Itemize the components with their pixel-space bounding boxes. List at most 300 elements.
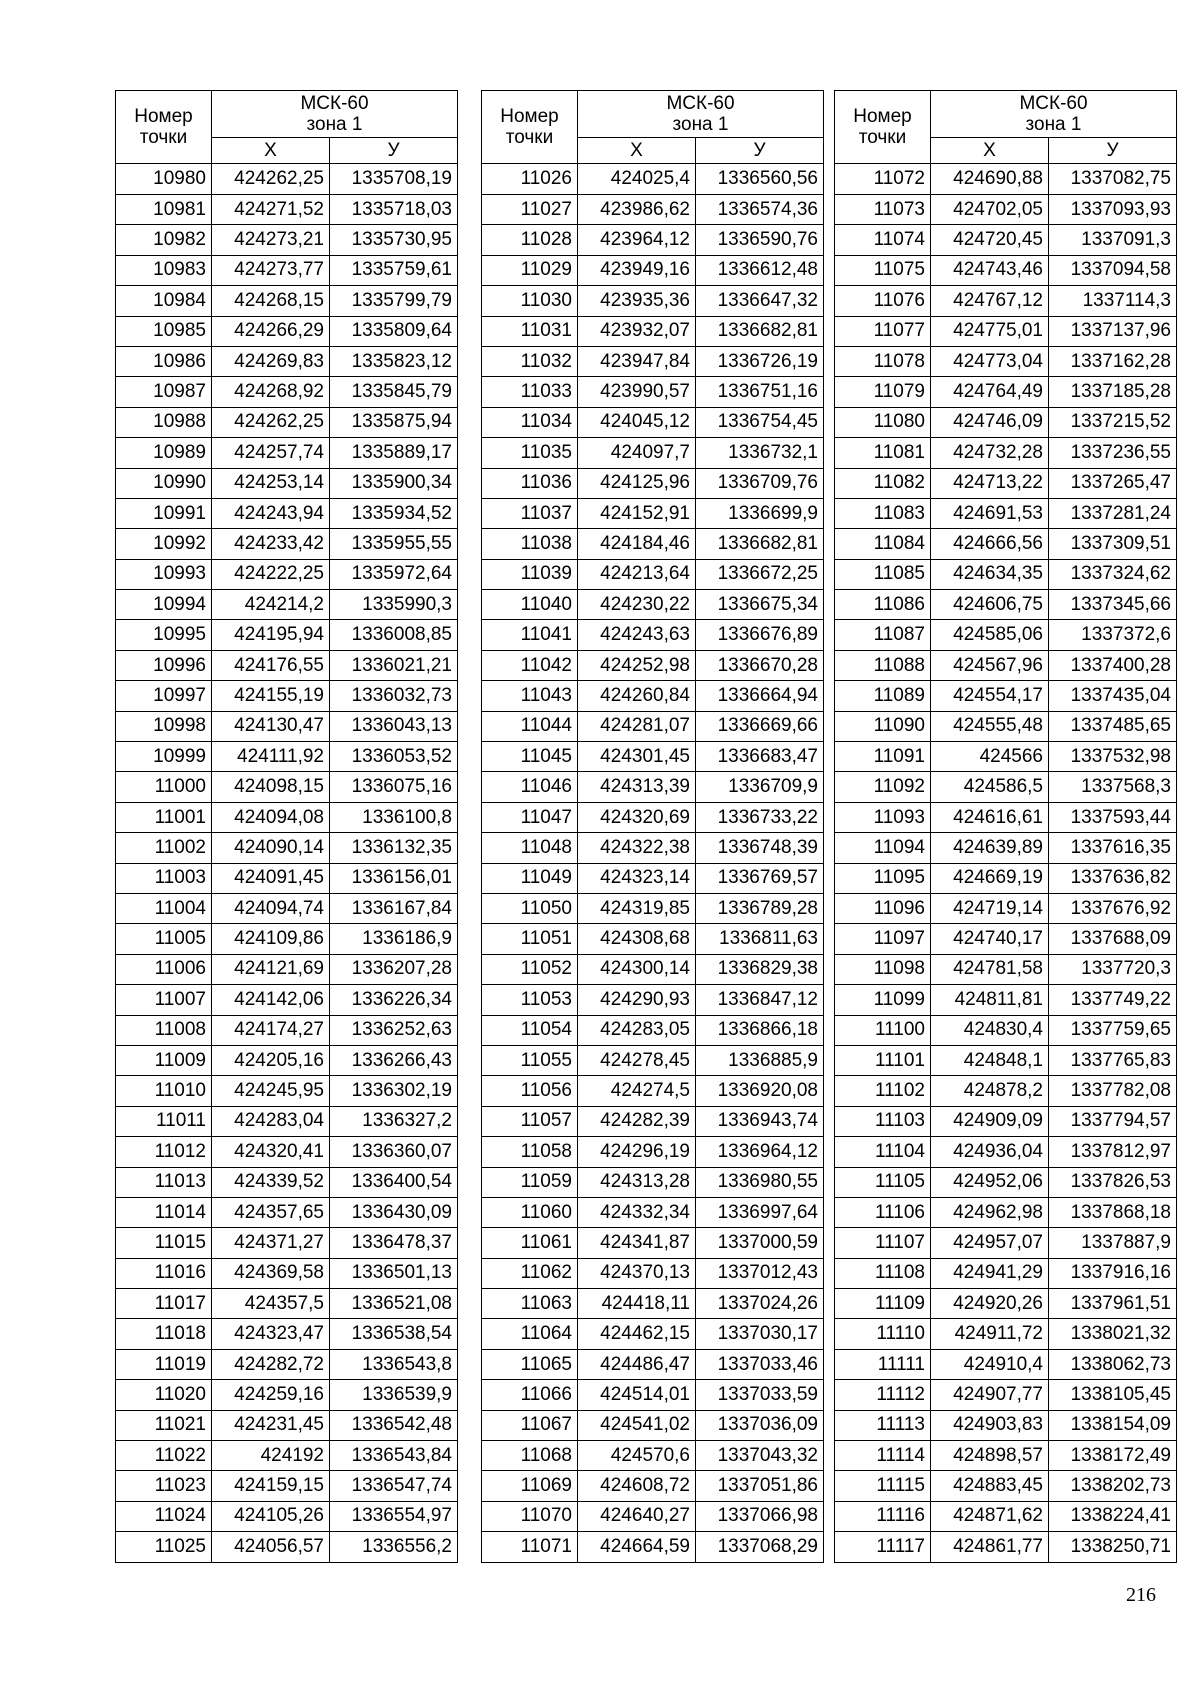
table-row [835, 377, 1177, 407]
point-number-cell: 11044 [482, 711, 578, 741]
table-row [482, 833, 824, 863]
y-coordinate-cell: 1337868,18 [1049, 1197, 1177, 1227]
table-row [482, 1015, 824, 1045]
x-coordinate-cell: 424282,72 [212, 1349, 330, 1379]
x-coordinate-cell: 424920,26 [931, 1289, 1049, 1319]
x-coordinate-cell: 424174,27 [212, 1015, 330, 1045]
y-coordinate-cell: 1337826,53 [1049, 1167, 1177, 1197]
point-number-cell: 11037 [482, 498, 578, 528]
point-number-cell: 11018 [116, 1319, 212, 1349]
y-coordinate-cell: 1336964,12 [696, 1137, 824, 1167]
x-coordinate-cell: 424322,38 [578, 833, 696, 863]
point-number-cell: 11075 [835, 255, 931, 285]
x-coordinate-cell: 424257,74 [212, 438, 330, 468]
y-coordinate-cell: 1335934,52 [330, 498, 458, 528]
table-row [835, 590, 1177, 620]
y-coordinate-cell: 1336829,38 [696, 954, 824, 984]
point-number-cell: 11085 [835, 559, 931, 589]
x-coordinate-cell: 424282,39 [578, 1106, 696, 1136]
table-body [116, 164, 458, 1563]
table-row [116, 802, 458, 832]
table-row [835, 468, 1177, 498]
point-number-cell: 10997 [116, 681, 212, 711]
table-row [116, 407, 458, 437]
point-number-cell: 11040 [482, 590, 578, 620]
x-coordinate-cell: 424606,75 [931, 590, 1049, 620]
x-coordinate-cell: 424339,52 [212, 1167, 330, 1197]
x-coordinate-cell: 424666,56 [931, 529, 1049, 559]
x-coordinate-cell: 424883,45 [931, 1471, 1049, 1501]
point-number-cell: 11012 [116, 1137, 212, 1167]
y-coordinate-cell: 1336478,37 [330, 1228, 458, 1258]
table-row [482, 742, 824, 772]
x-coordinate-cell: 424231,45 [212, 1410, 330, 1440]
point-number-cell: 11028 [482, 225, 578, 255]
point-number-cell: 11043 [482, 681, 578, 711]
y-coordinate-cell: 1336675,34 [696, 590, 824, 620]
y-coordinate-cell: 1337812,97 [1049, 1137, 1177, 1167]
point-number-cell: 11089 [835, 681, 931, 711]
x-coordinate-cell: 424341,87 [578, 1228, 696, 1258]
x-coordinate-cell: 424097,7 [578, 438, 696, 468]
y-coordinate-cell: 1336556,2 [330, 1532, 458, 1562]
point-number-cell: 11077 [835, 316, 931, 346]
point-number-cell: 11027 [482, 195, 578, 225]
y-coordinate-cell: 1337400,28 [1049, 650, 1177, 680]
y-coordinate-cell: 1336560,56 [696, 164, 824, 195]
coordinates-table-3 [834, 90, 1177, 1563]
point-number-cell: 10985 [116, 316, 212, 346]
y-coordinate-cell: 1337593,44 [1049, 802, 1177, 832]
y-coordinate-cell: 1336709,76 [696, 468, 824, 498]
y-coordinate-cell: 1335990,3 [330, 590, 458, 620]
point-number-cell: 11090 [835, 711, 931, 741]
x-coordinate-cell: 424253,14 [212, 468, 330, 498]
point-number-cell: 10982 [116, 225, 212, 255]
point-number-cell: 11069 [482, 1471, 578, 1501]
table-row [835, 1167, 1177, 1197]
y-coordinate-cell: 1337033,46 [696, 1349, 824, 1379]
y-coordinate-cell: 1336186,9 [330, 924, 458, 954]
y-coordinate-cell: 1336732,1 [696, 438, 824, 468]
point-number-cell: 11070 [482, 1501, 578, 1531]
table-row [835, 1501, 1177, 1531]
y-coordinate-cell: 1336430,09 [330, 1197, 458, 1227]
x-coordinate-cell: 423935,36 [578, 286, 696, 316]
point-number-cell: 10983 [116, 255, 212, 285]
table-row [482, 195, 824, 225]
point-number-cell: 11101 [835, 1045, 931, 1075]
y-coordinate-cell: 1335845,79 [330, 377, 458, 407]
point-number-cell: 11116 [835, 1501, 931, 1531]
y-coordinate-cell: 1336032,73 [330, 681, 458, 711]
table-row [835, 1410, 1177, 1440]
point-number-cell: 11008 [116, 1015, 212, 1045]
point-number-cell: 11025 [116, 1532, 212, 1562]
y-coordinate-cell: 1337051,86 [696, 1471, 824, 1501]
point-number-cell: 11099 [835, 985, 931, 1015]
table-row [835, 559, 1177, 589]
y-coordinate-cell: 1336226,34 [330, 985, 458, 1015]
table-row [116, 1410, 458, 1440]
y-header: У [330, 138, 458, 164]
table-row [116, 1501, 458, 1531]
table-row [482, 590, 824, 620]
x-coordinate-cell: 424274,5 [578, 1076, 696, 1106]
y-coordinate-cell: 1337676,92 [1049, 893, 1177, 923]
x-coordinate-cell: 424283,04 [212, 1106, 330, 1136]
x-coordinate-cell: 424567,96 [931, 650, 1049, 680]
table-row [482, 225, 824, 255]
point-number-cell: 10996 [116, 650, 212, 680]
y-coordinate-cell: 1335799,79 [330, 286, 458, 316]
y-coordinate-cell: 1336554,97 [330, 1501, 458, 1531]
x-coordinate-cell: 424952,06 [931, 1167, 1049, 1197]
point-number-cell: 11048 [482, 833, 578, 863]
table-row [835, 1228, 1177, 1258]
y-coordinate-cell: 1336943,74 [696, 1106, 824, 1136]
point-number-cell: 11103 [835, 1106, 931, 1136]
point-number-cell: 11065 [482, 1349, 578, 1379]
table-row [482, 1501, 824, 1531]
x-coordinate-cell: 424903,83 [931, 1410, 1049, 1440]
table-row [116, 559, 458, 589]
table-row [835, 529, 1177, 559]
y-coordinate-cell: 1337345,66 [1049, 590, 1177, 620]
point-number-cell: 11084 [835, 529, 931, 559]
point-number-cell: 11051 [482, 924, 578, 954]
x-coordinate-cell: 424245,95 [212, 1076, 330, 1106]
page-number: 216 [1126, 1584, 1156, 1606]
table-row [482, 1258, 824, 1288]
table-row [482, 316, 824, 346]
y-coordinate-cell: 1337794,57 [1049, 1106, 1177, 1136]
point-number-cell: 11106 [835, 1197, 931, 1227]
point-number-cell: 11104 [835, 1137, 931, 1167]
table-row [835, 1258, 1177, 1288]
x-coordinate-cell: 424566 [931, 742, 1049, 772]
table-row [116, 1167, 458, 1197]
point-number-cell: 11109 [835, 1289, 931, 1319]
y-coordinate-cell: 1337887,9 [1049, 1228, 1177, 1258]
point-number-cell: 10999 [116, 742, 212, 772]
y-coordinate-cell: 1336021,21 [330, 650, 458, 680]
x-coordinate-cell: 424830,4 [931, 1015, 1049, 1045]
y-coordinate-cell: 1337082,75 [1049, 164, 1177, 195]
y-coordinate-cell: 1336748,39 [696, 833, 824, 863]
table-row [116, 742, 458, 772]
table-row [116, 863, 458, 893]
table-row [116, 1137, 458, 1167]
x-coordinate-cell: 424278,45 [578, 1045, 696, 1075]
point-number-cell: 11038 [482, 529, 578, 559]
table-row [835, 1137, 1177, 1167]
y-coordinate-cell: 1336043,13 [330, 711, 458, 741]
y-coordinate-cell: 1337720,3 [1049, 954, 1177, 984]
y-coordinate-cell: 1337532,98 [1049, 742, 1177, 772]
point-number-cell: 11112 [835, 1380, 931, 1410]
y-coordinate-cell: 1337043,32 [696, 1441, 824, 1471]
table-row [482, 529, 824, 559]
table-row [116, 1045, 458, 1075]
x-coordinate-cell: 424125,96 [578, 468, 696, 498]
table-row [116, 954, 458, 984]
point-number-cell: 11032 [482, 346, 578, 376]
point-number-cell: 11067 [482, 1410, 578, 1440]
table-row [482, 1319, 824, 1349]
table-row [482, 1197, 824, 1227]
x-coordinate-cell: 424301,45 [578, 742, 696, 772]
x-header: Х [578, 138, 696, 164]
point-number-cell: 11046 [482, 772, 578, 802]
y-coordinate-cell: 1338250,71 [1049, 1532, 1177, 1562]
coordinate-system-header: МСК-60 зона 1 [578, 91, 824, 138]
x-coordinate-cell: 424111,92 [212, 742, 330, 772]
x-coordinate-cell: 424268,15 [212, 286, 330, 316]
point-number-cell: 11001 [116, 802, 212, 832]
point-number-cell: 11006 [116, 954, 212, 984]
y-coordinate-cell: 1336302,19 [330, 1076, 458, 1106]
table-row [835, 681, 1177, 711]
x-coordinate-cell: 424713,22 [931, 468, 1049, 498]
y-coordinate-cell: 1336543,8 [330, 1349, 458, 1379]
table-row [835, 498, 1177, 528]
x-coordinate-cell: 424313,39 [578, 772, 696, 802]
x-coordinate-cell: 424213,64 [578, 559, 696, 589]
point-number-cell: 10990 [116, 468, 212, 498]
x-coordinate-cell: 424691,53 [931, 498, 1049, 528]
table-row [116, 195, 458, 225]
y-coordinate-cell: 1336670,28 [696, 650, 824, 680]
y-coordinate-cell: 1336847,12 [696, 985, 824, 1015]
point-number-cell: 11100 [835, 1015, 931, 1045]
point-number-cell: 10987 [116, 377, 212, 407]
point-number-cell: 11107 [835, 1228, 931, 1258]
table-row [116, 164, 458, 195]
table-row [482, 772, 824, 802]
y-coordinate-cell: 1337094,58 [1049, 255, 1177, 285]
point-number-cell: 10991 [116, 498, 212, 528]
x-coordinate-cell: 424371,27 [212, 1228, 330, 1258]
x-coordinate-cell: 424271,52 [212, 195, 330, 225]
point-number-cell: 11076 [835, 286, 931, 316]
y-coordinate-cell: 1338105,45 [1049, 1380, 1177, 1410]
table-row [116, 529, 458, 559]
point-number-cell: 11029 [482, 255, 578, 285]
table-row [482, 893, 824, 923]
point-number-cell: 11074 [835, 225, 931, 255]
table-row [482, 377, 824, 407]
x-coordinate-cell: 424669,19 [931, 863, 1049, 893]
x-coordinate-cell: 424898,57 [931, 1441, 1049, 1471]
x-coordinate-cell: 424775,01 [931, 316, 1049, 346]
point-number-cell: 11026 [482, 164, 578, 195]
y-coordinate-cell: 1336400,54 [330, 1167, 458, 1197]
table-row [116, 346, 458, 376]
y-coordinate-cell: 1336590,76 [696, 225, 824, 255]
table-row [482, 1167, 824, 1197]
y-coordinate-cell: 1336521,08 [330, 1289, 458, 1319]
y-coordinate-cell: 1336100,8 [330, 802, 458, 832]
y-coordinate-cell: 1337485,65 [1049, 711, 1177, 741]
table-row [482, 346, 824, 376]
x-coordinate-cell: 424462,15 [578, 1319, 696, 1349]
x-coordinate-cell: 424640,27 [578, 1501, 696, 1531]
x-coordinate-cell: 423949,16 [578, 255, 696, 285]
table-row [116, 924, 458, 954]
y-coordinate-cell: 1336647,32 [696, 286, 824, 316]
x-coordinate-cell: 424260,84 [578, 681, 696, 711]
x-coordinate-cell: 424184,46 [578, 529, 696, 559]
table-row [835, 650, 1177, 680]
y-coordinate-cell: 1335823,12 [330, 346, 458, 376]
point-number-cell: 10994 [116, 590, 212, 620]
table-row [482, 1441, 824, 1471]
point-number-cell: 11050 [482, 893, 578, 923]
table-row [835, 255, 1177, 285]
x-coordinate-cell: 423932,07 [578, 316, 696, 346]
y-coordinate-cell: 1336252,63 [330, 1015, 458, 1045]
point-number-cell: 11071 [482, 1532, 578, 1562]
point-number-cell: 11117 [835, 1532, 931, 1562]
point-number-cell: 11111 [835, 1349, 931, 1379]
table-row [835, 833, 1177, 863]
table-row [835, 164, 1177, 195]
x-coordinate-cell: 424243,63 [578, 620, 696, 650]
point-number-cell: 11005 [116, 924, 212, 954]
table-row [482, 468, 824, 498]
x-coordinate-cell: 424639,89 [931, 833, 1049, 863]
x-coordinate-cell: 424281,07 [578, 711, 696, 741]
y-coordinate-cell: 1336538,54 [330, 1319, 458, 1349]
point-number-cell: 11015 [116, 1228, 212, 1258]
table-row [835, 742, 1177, 772]
y-coordinate-cell: 1335972,64 [330, 559, 458, 589]
x-coordinate-cell: 424664,59 [578, 1532, 696, 1562]
y-coordinate-cell: 1335809,64 [330, 316, 458, 346]
y-coordinate-cell: 1335759,61 [330, 255, 458, 285]
table-row [116, 681, 458, 711]
point-number-cell: 11082 [835, 468, 931, 498]
table-row [116, 893, 458, 923]
point-number-cell: 11013 [116, 1167, 212, 1197]
x-coordinate-cell: 424634,35 [931, 559, 1049, 589]
table-row [482, 498, 824, 528]
y-coordinate-cell: 1337636,82 [1049, 863, 1177, 893]
x-coordinate-cell: 424214,2 [212, 590, 330, 620]
y-coordinate-cell: 1335718,03 [330, 195, 458, 225]
table-row [116, 711, 458, 741]
y-coordinate-cell: 1338172,49 [1049, 1441, 1177, 1471]
point-number-cell: 11036 [482, 468, 578, 498]
y-coordinate-cell: 1336132,35 [330, 833, 458, 863]
point-number-cell: 11031 [482, 316, 578, 346]
y-coordinate-cell: 1336327,2 [330, 1106, 458, 1136]
table-row [116, 498, 458, 528]
x-coordinate-cell: 424871,62 [931, 1501, 1049, 1531]
y-coordinate-cell: 1337916,16 [1049, 1258, 1177, 1288]
point-number-cell: 11014 [116, 1197, 212, 1227]
x-coordinate-cell: 424142,06 [212, 985, 330, 1015]
x-coordinate-cell: 424907,77 [931, 1380, 1049, 1410]
y-coordinate-cell: 1336676,89 [696, 620, 824, 650]
point-number-cell: 11059 [482, 1167, 578, 1197]
x-coordinate-cell: 424283,05 [578, 1015, 696, 1045]
x-coordinate-cell: 424025,4 [578, 164, 696, 195]
point-number-cell: 11002 [116, 833, 212, 863]
y-coordinate-cell: 1337030,17 [696, 1319, 824, 1349]
x-coordinate-cell: 424094,74 [212, 893, 330, 923]
x-coordinate-cell: 424608,72 [578, 1471, 696, 1501]
table-row [116, 316, 458, 346]
point-number-cell: 11058 [482, 1137, 578, 1167]
y-coordinate-cell: 1338224,41 [1049, 1501, 1177, 1531]
table-row [835, 1441, 1177, 1471]
x-coordinate-cell: 424091,45 [212, 863, 330, 893]
y-coordinate-cell: 1337265,47 [1049, 468, 1177, 498]
point-number-cell: 11093 [835, 802, 931, 832]
x-coordinate-cell: 424541,02 [578, 1410, 696, 1440]
table-row [835, 954, 1177, 984]
y-coordinate-cell: 1335730,95 [330, 225, 458, 255]
x-coordinate-cell: 424767,12 [931, 286, 1049, 316]
table-row [482, 164, 824, 195]
table-row [482, 802, 824, 832]
x-coordinate-cell: 424176,55 [212, 650, 330, 680]
point-number-cell: 11049 [482, 863, 578, 893]
table-row [835, 1289, 1177, 1319]
x-coordinate-cell: 424233,42 [212, 529, 330, 559]
point-number-cell: 10998 [116, 711, 212, 741]
y-coordinate-cell: 1336053,52 [330, 742, 458, 772]
y-coordinate-cell: 1336754,45 [696, 407, 824, 437]
table-row [116, 1015, 458, 1045]
table-row [116, 650, 458, 680]
point-number-cell: 11054 [482, 1015, 578, 1045]
y-coordinate-cell: 1336669,66 [696, 711, 824, 741]
point-number-cell: 11023 [116, 1471, 212, 1501]
x-coordinate-cell: 424878,2 [931, 1076, 1049, 1106]
x-coordinate-cell: 424861,77 [931, 1532, 1049, 1562]
x-coordinate-cell: 424090,14 [212, 833, 330, 863]
point-number-cell: 11073 [835, 195, 931, 225]
y-coordinate-cell: 1337782,08 [1049, 1076, 1177, 1106]
table-row [482, 1380, 824, 1410]
x-coordinate-cell: 424740,17 [931, 924, 1049, 954]
table-row [835, 620, 1177, 650]
y-coordinate-cell: 1337435,04 [1049, 681, 1177, 711]
y-coordinate-cell: 1336733,22 [696, 802, 824, 832]
table-body [835, 164, 1177, 1563]
point-number-cell: 11053 [482, 985, 578, 1015]
x-coordinate-cell: 424155,19 [212, 681, 330, 711]
point-number-cell: 11019 [116, 1349, 212, 1379]
point-number-cell: 11060 [482, 1197, 578, 1227]
table-row [835, 316, 1177, 346]
table-row [482, 286, 824, 316]
point-number-cell: 11057 [482, 1106, 578, 1136]
y-coordinate-cell: 1336751,16 [696, 377, 824, 407]
point-number-cell: 11105 [835, 1167, 931, 1197]
x-coordinate-cell: 424222,25 [212, 559, 330, 589]
table-row [482, 954, 824, 984]
point-number-cell: 11115 [835, 1471, 931, 1501]
y-coordinate-cell: 1338154,09 [1049, 1410, 1177, 1440]
y-coordinate-cell: 1336167,84 [330, 893, 458, 923]
table-row [116, 833, 458, 863]
y-coordinate-cell: 1338202,73 [1049, 1471, 1177, 1501]
table-row [482, 1471, 824, 1501]
